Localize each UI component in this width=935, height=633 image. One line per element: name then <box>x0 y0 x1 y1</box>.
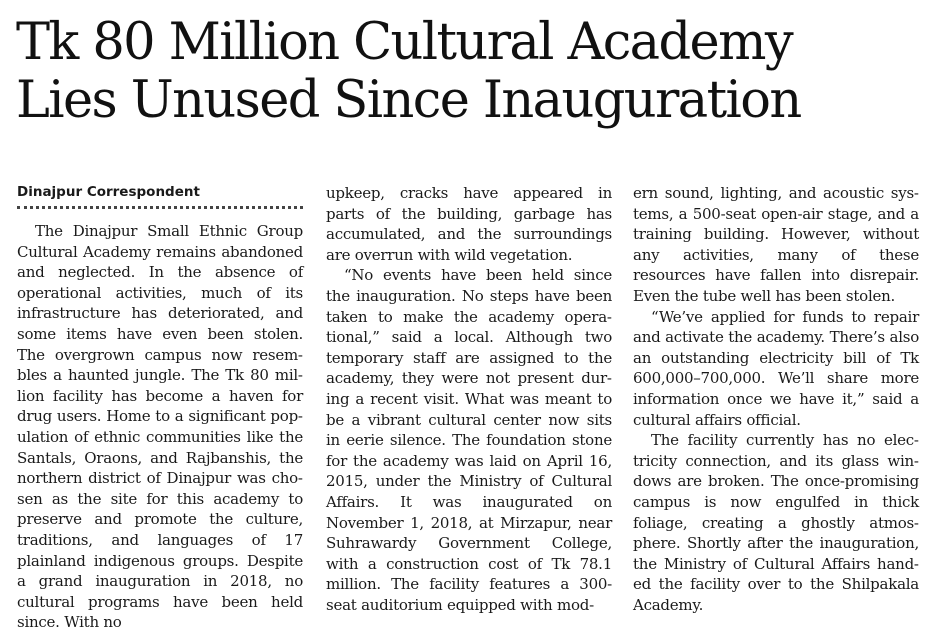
paragraph-1-continued: upkeep, cracks have appeared in parts of the building, garbage has accumulated, and the surroundings are overrun with wild vegetation. <box>326 184 612 264</box>
paragraph-2: “No events have been held since the inauguration. No steps have been taken to make the academy operational,” said a local. Although two temporary staff are assigned to the academy, they were not present during a recent visit. What was meant to be a vibrant cultural center now sits in eerie silence. The foundation stone for the academy was laid on April 16, 2015, under the Ministry of Cultural Affairs. It was inaugurated on November 1, 2018, at Mirzapur, near Suhrawardy Government College, with a construction cost of Tk 78.1 million. The facility features a 300-seat auditorium equipped with mod- <box>326 266 612 614</box>
article-column-1 <box>17 183 303 633</box>
headline-line-1: Tk 80 Million Cultural Academy <box>16 13 793 72</box>
paragraph-3: “We’ve applied for funds to repair and activate the academy. There’s also an outstanding electricity bill of Tk 600,000–700,000. We’ll share more information once we have it,” said a cultural affairs official. <box>633 307 919 429</box>
headline <box>16 14 921 130</box>
article-column-2 <box>326 183 612 615</box>
headline-line-2: Lies Unused Since Inauguration <box>16 71 801 130</box>
paragraph-1: The Dinajpur Small Ethnic Group Cultural Academy remains abandoned and neglected. In the absence of operational activities, much of its infrastructure has deteriorated, and some items have even been stolen. The overgrown campus now resembles a haunted jungle. The Tk 80 million facility has become a haven for drug users. Home to a significant population of ethnic communities like the Santals, Oraons, and Rajbanshis, the northern district of Dinajpur was chosen as the site for this academy to preserve and promote the culture, traditions, and languages of 17 plainland indigenous groups. Despite a grand inauguration in 2018, no cultural programs have been held since. With no <box>17 222 303 632</box>
paragraph-2-continued: ern sound, lighting, and acoustic systems, a 500-seat open-air stage, and a training building. However, without any activities, many of these resources have fallen into disrepair. Even the tube well has been stolen. <box>633 184 919 305</box>
byline: Dinajpur Correspondent <box>17 183 303 209</box>
article-column-3 <box>633 183 919 615</box>
paragraph-4: The facility currently has no electricity connection, and its glass windows are broken. The once-promising campus is now engulfed in thick foliage, creating a ghostly atmosphere. Shortly after the inauguration, the Ministry of Cultural Affairs handed the facility over to the Shilpakala Academy. <box>633 431 919 614</box>
